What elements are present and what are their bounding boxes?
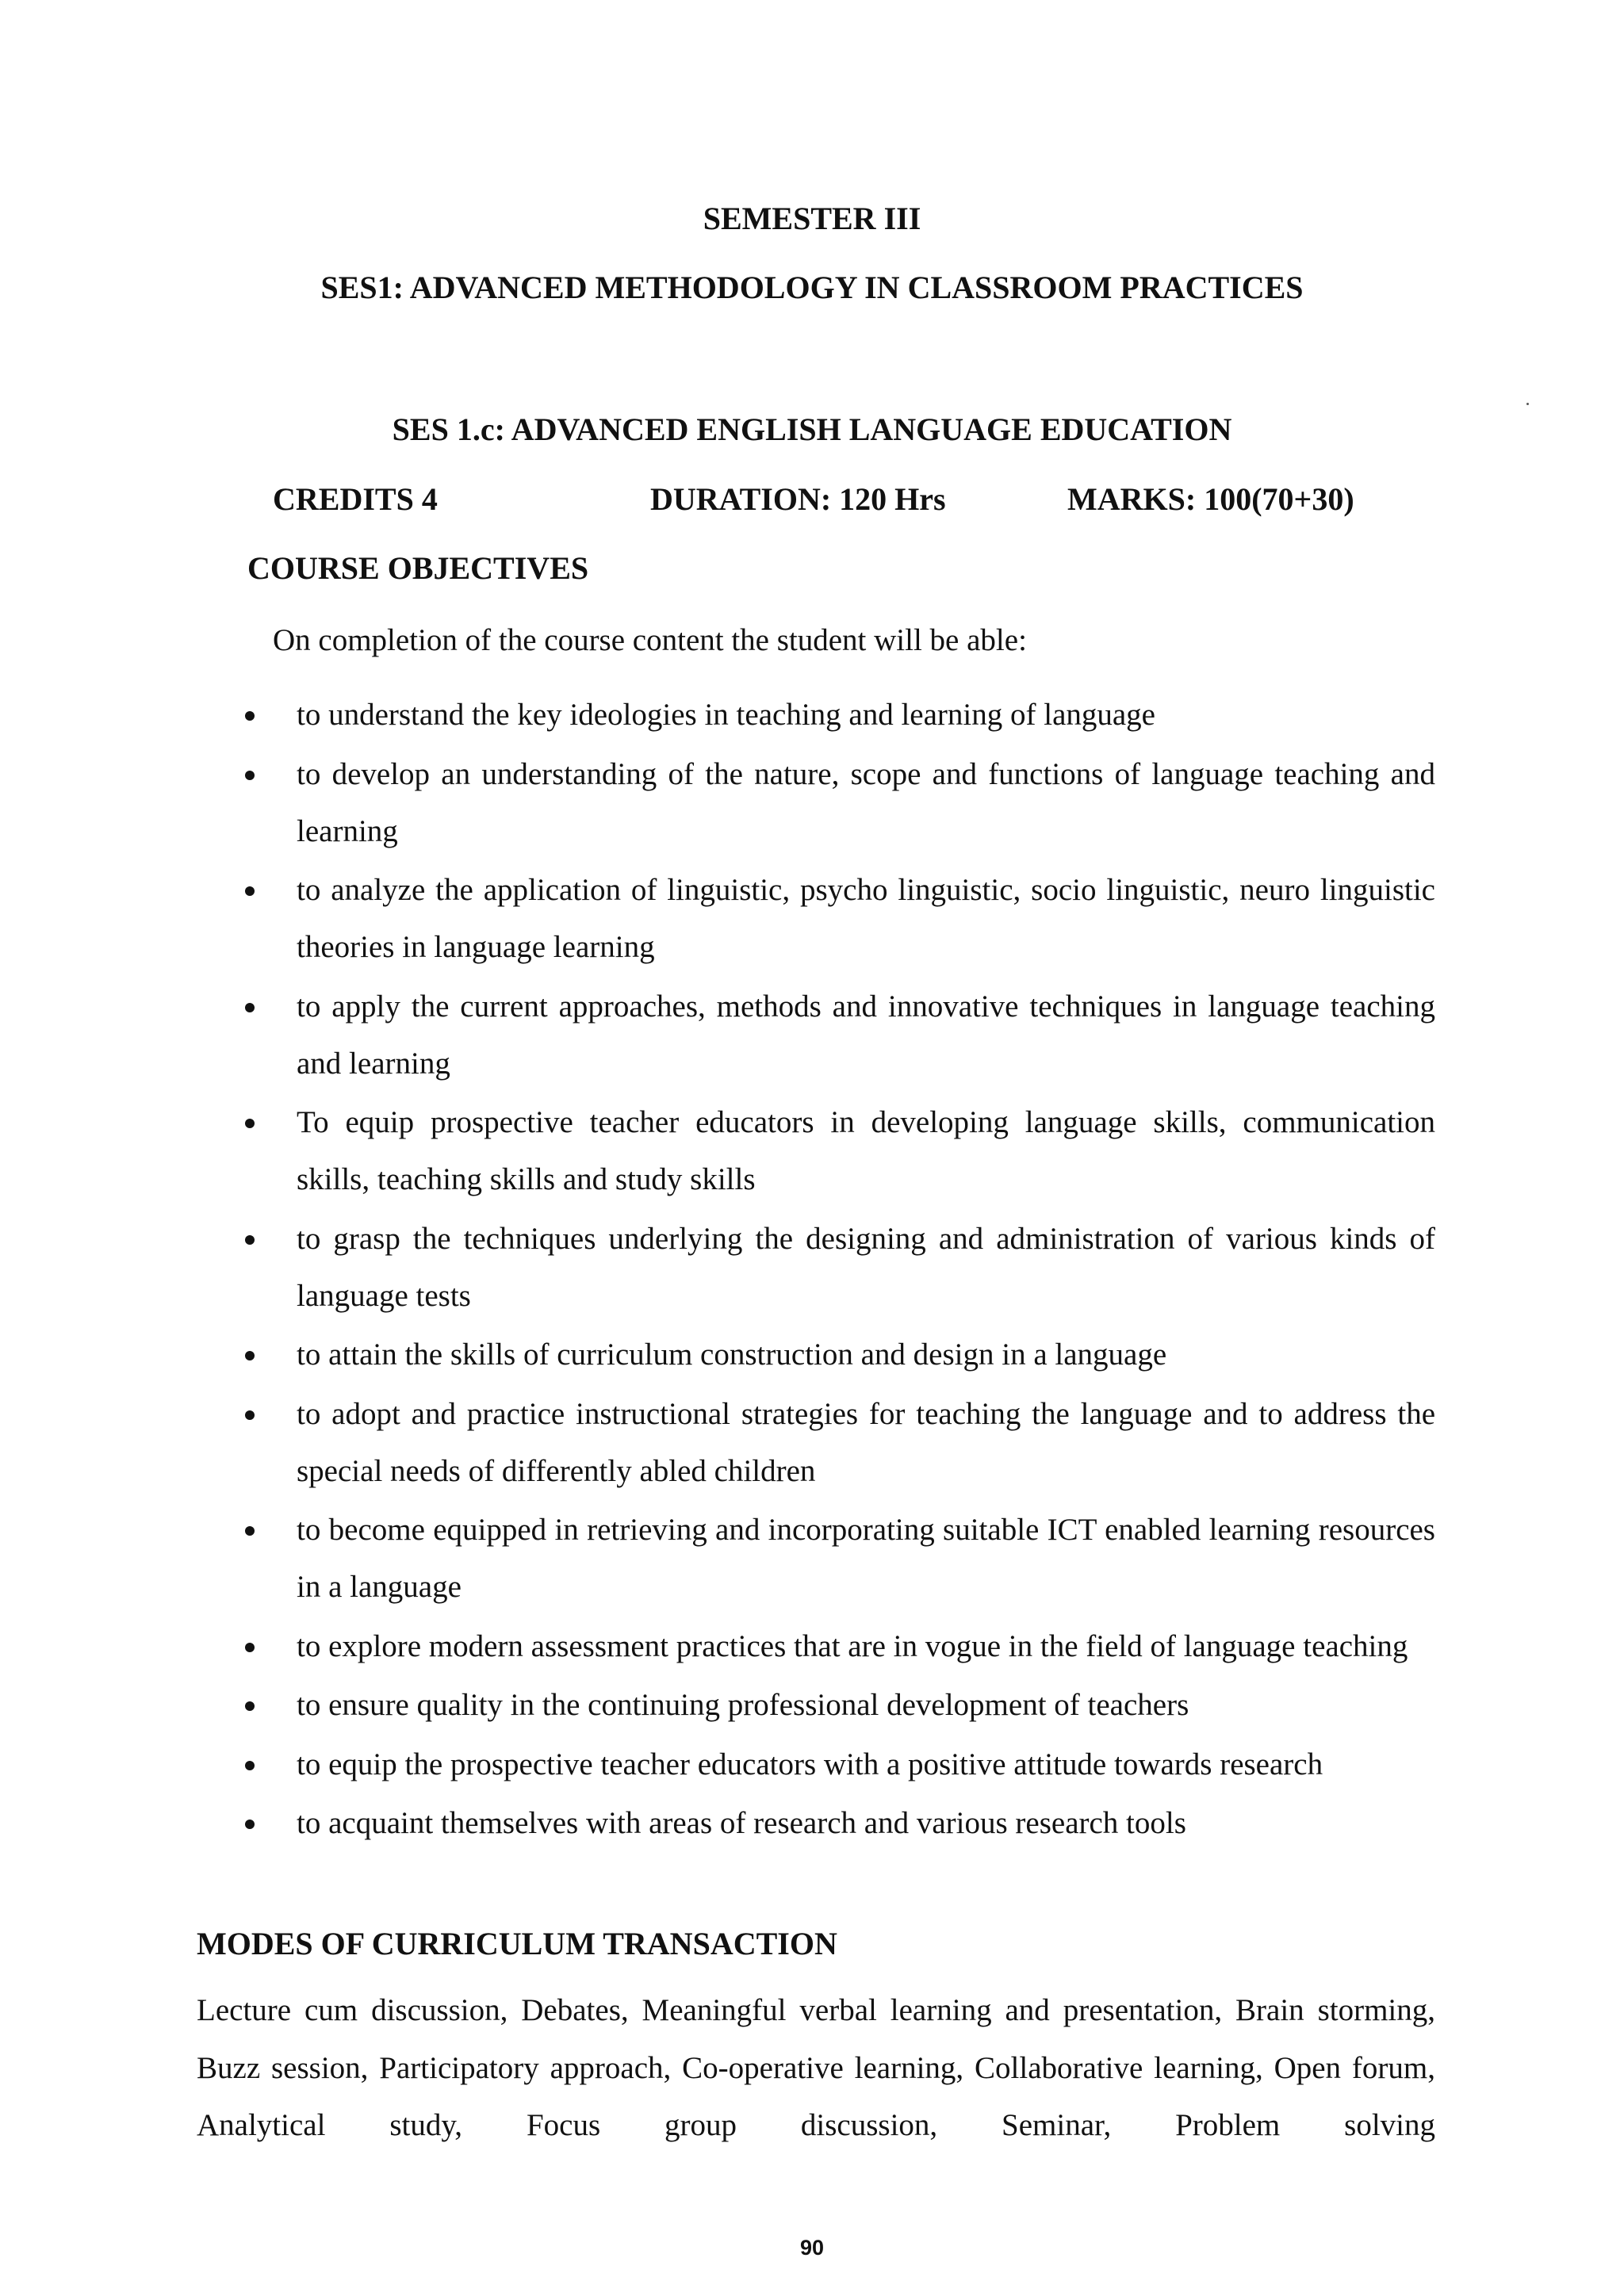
objective-text: to become equipped in retrieving and incorporating suitable ICT enabled learning resources in a language [297,1513,1435,1604]
objective-item [246,862,1435,976]
semester-heading: SEMESTER III [703,201,921,236]
objective-item [246,1677,1435,1734]
objective-text: to equip the prospective teacher educators with a positive attitude towards research [297,1747,1323,1781]
bullet-icon [245,1326,255,1383]
objective-text: to ensure quality in the continuing professional development of teachers [297,1688,1189,1722]
bullet-icon [245,1736,255,1793]
objective-item [246,1502,1435,1616]
bullet-icon [245,1618,255,1675]
objective-text: to explore modern assessment practices that are in vogue in the field of language teaching [297,1628,1408,1663]
bullet-icon [245,862,255,919]
course-title-heading: SES 1.c: ADVANCED ENGLISH LANGUAGE EDUCATION [392,411,1232,447]
objective-text: To equip prospective teacher educators in developing language skills, communication skills, teaching skills and study skills [297,1105,1435,1196]
credits-label: CREDITS 4 [273,481,438,517]
objective-item [246,1736,1435,1793]
objective-item [246,1211,1435,1325]
bullet-icon [245,746,255,803]
course-group-heading: SES1: ADVANCED METHODOLOGY IN CLASSROOM PRACTICES [320,270,1304,305]
page-number: 90 [799,2236,825,2260]
duration-label: DURATION: 120 Hrs [650,481,946,517]
objectives-heading: COURSE OBJECTIVES [247,550,589,586]
objective-item [246,1795,1435,1852]
objective-text: to grasp the techniques underlying the designing and administration of various kinds of language tests [297,1221,1435,1313]
bullet-icon [245,1795,255,1852]
objectives-intro: On completion of the course content the student will be able: [273,623,1027,657]
bullet-icon [245,1677,255,1734]
stray-mark [1526,403,1529,405]
objective-item [246,746,1435,860]
objective-text: to apply the current approaches, methods and innovative techniques in language teaching and learning [297,989,1435,1081]
objective-text: to analyze the application of linguistic, psycho linguistic, socio linguistic, neuro linguistic theories in language learning [297,873,1435,964]
bullet-icon [245,687,255,744]
objective-text: to adopt and practice instructional strategies for teaching the language and to address the special needs of differently abled children [297,1396,1435,1488]
modes-paragraph: Lecture cum discussion, Debates, Meaningful verbal learning and presentation, Brain storming, Buzz session, Participatory approach, Co-operative learning, Collaborative learning, Open forum, Analytical study, Focus group discussion, Seminar, Problem solving [197,1993,1435,2142]
bullet-icon [245,1502,255,1559]
objectives-list [246,687,1435,1854]
objective-item [246,1094,1435,1208]
bullet-icon [245,1211,255,1268]
bullet-icon [245,978,255,1035]
objective-item [246,687,1435,744]
objective-item [246,1386,1435,1500]
objective-item [246,1326,1435,1383]
objective-text: to attain the skills of curriculum construction and design in a language [297,1337,1167,1372]
objective-item [246,978,1435,1093]
objective-text: to understand the key ideologies in teaching and learning of language [297,698,1155,732]
objective-text: to develop an understanding of the nature, scope and functions of language teaching and learning [297,756,1435,848]
bullet-icon [245,1094,255,1151]
marks-label: MARKS: 100(70+30) [1067,481,1354,517]
bullet-icon [245,1386,255,1443]
modes-heading: MODES OF CURRICULUM TRANSACTION [197,1926,837,1961]
objective-text: to acquaint themselves with areas of research and various research tools [297,1806,1186,1840]
objective-item [246,1618,1435,1675]
